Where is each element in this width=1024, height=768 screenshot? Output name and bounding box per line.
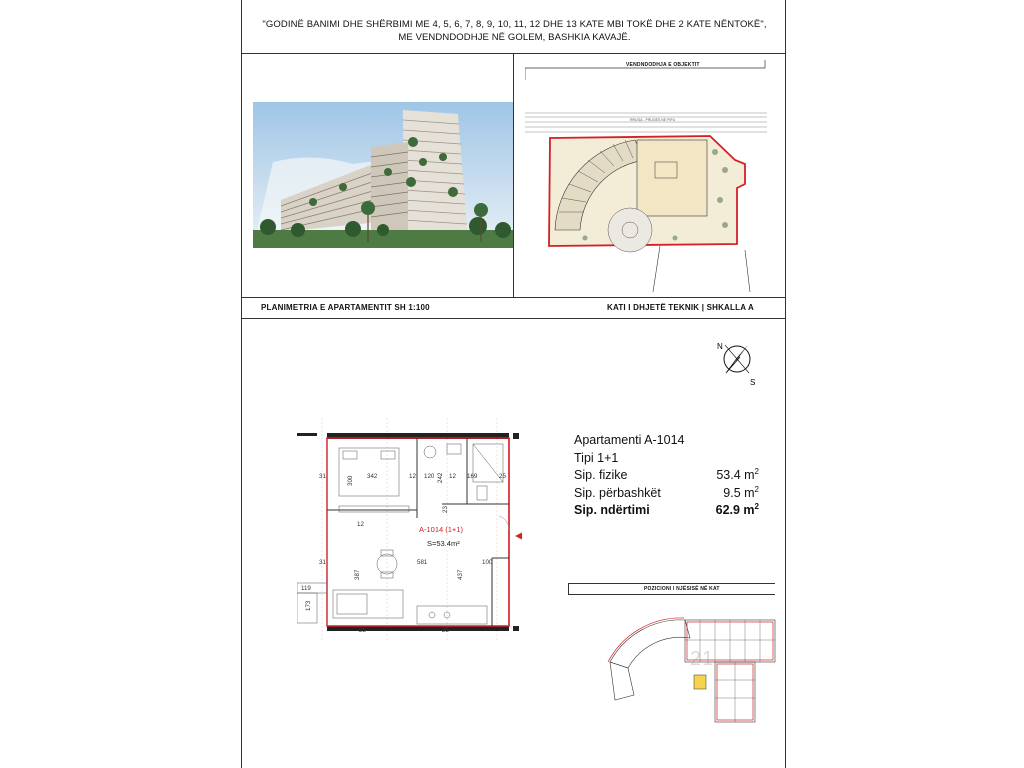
apartment-name: Apartamenti A-1014 [574,433,685,447]
dimension-label: 173 [305,600,312,611]
dimension-label: 437 [457,569,464,580]
dimension-label: 31 [319,473,326,480]
dimension-label: 387 [354,569,361,580]
spec-label: Sip. përbashkët [574,485,661,500]
spec-value: 53.4 $m^2$ [716,467,759,482]
project-title [242,18,787,44]
site-plan-label: VENDNDODHJA E OBJEKTIT [626,62,700,68]
dimension-label: 342 [367,473,378,480]
north-arrow-icon [712,335,762,387]
building-rendering-image [253,102,513,248]
floor-level-title: KATI I DHJETË TEKNIK | SHKALLA A [606,303,754,312]
spec-row-built [574,502,759,520]
compass-south-label: S [750,378,756,387]
project-title-line1: "GODINË BANIMI DHE SHËRBIMI ME 4, 5, 6, 7, 8, 9, 10, 11, 12 DHE 13 KATE MBI TOKË DHE 2 KATE NËNTOKË", [262,19,767,30]
compass-north-label: N [717,342,723,351]
dimension-label: 581 [417,559,428,566]
dimension-label: 300 [347,475,354,486]
unit-area-label: S=53.4m² [427,539,460,548]
apartment-type: Tipi 1+1 [574,450,619,465]
watermark: 21 [690,648,715,670]
apartment-specs [574,432,759,520]
spec-label: Sip. fizike [574,468,628,482]
dimension-label: 12 [409,473,416,480]
divider [242,297,785,298]
road-label: RRUGA - PRUGES NE PIFU [630,118,676,122]
drawing-sheet [241,0,786,768]
dimension-label: 25 [359,627,366,634]
floor-plan-title: PLANIMETRIA E APARTAMENTIT SH 1:100 [261,303,430,312]
unit-label: A-1014 (1+1) [419,525,463,534]
dimension-label: 25 [442,627,449,634]
dimension-label: 12 [449,473,456,480]
spec-label: Sip. ndërtimi [574,503,650,517]
site-plan-drawing [525,60,767,292]
spec-row-shared [574,485,759,503]
dimension-label: 12 [357,521,364,528]
spec-row-physical [574,467,759,485]
dimension-label: 31 [319,559,326,566]
divider [513,53,514,297]
apartment-floor-plan [297,418,522,640]
divider [242,318,785,319]
spec-value: 9.5 $m^2$ [723,484,759,500]
dimension-label: 25 [499,473,506,480]
dimension-label: 120 [424,473,435,480]
keyplan-label: POZICIONI I NJËSISË NË KAT [644,586,720,592]
dimension-label: 23 [442,506,449,513]
dimension-label: 169 [467,473,478,480]
dimension-label: 242 [437,472,444,483]
project-title-line2: ME VENDNDODHJE NË GOLEM, BASHKIA KAVAJË. [398,32,631,43]
spec-value: 62.9 $m^2$ [715,502,759,517]
dimension-label: 100 [482,559,493,566]
dimension-label: 119 [301,585,311,592]
